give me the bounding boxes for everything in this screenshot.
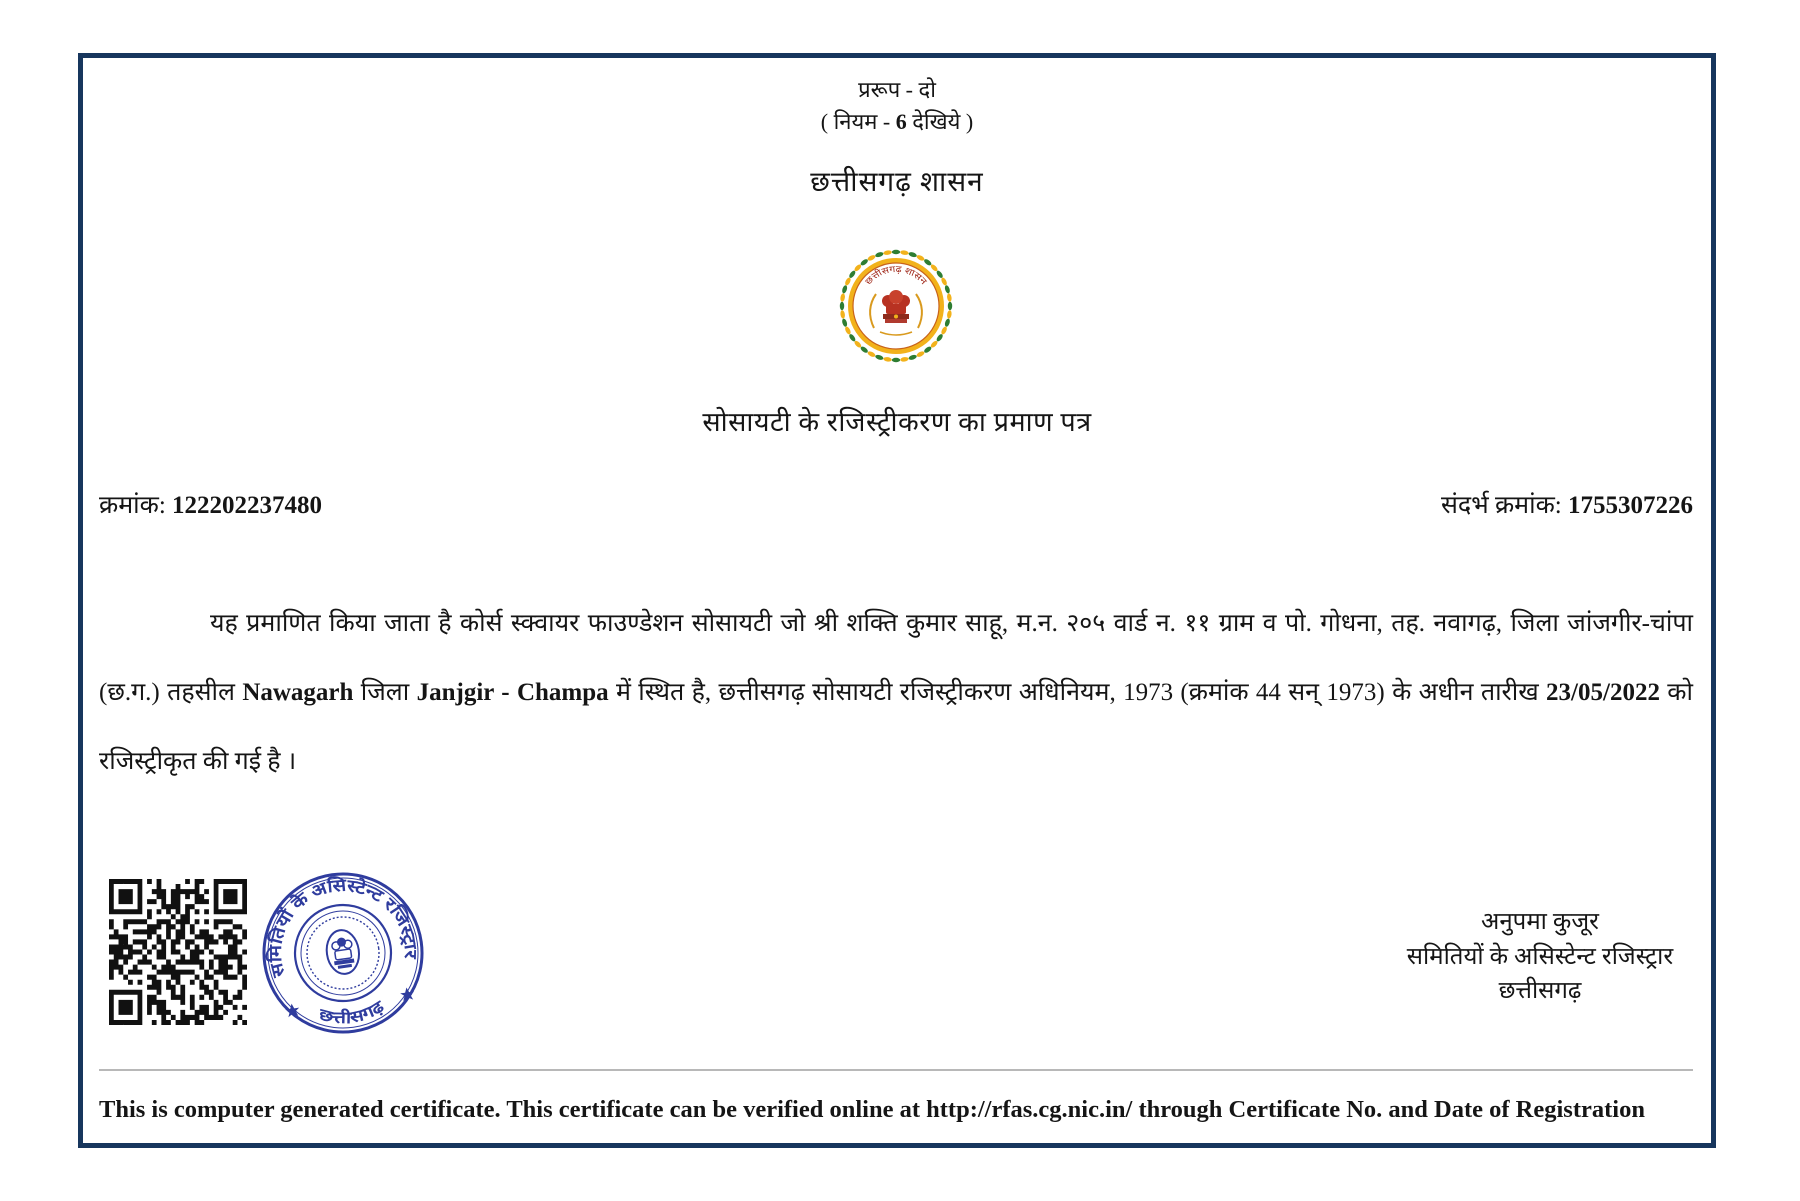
emblem-leaf [867,350,876,358]
emblem-leaf [940,326,948,335]
certificate-number [99,491,322,521]
emblem-leaf [948,302,952,310]
seal-bottom-text [314,997,390,1032]
emblem-leaf [916,350,925,358]
seal-dotted-ring [302,912,383,993]
rule-reference-open: ( नियम - [820,109,896,134]
signatory-state: छत्तीसगढ़ [1498,978,1582,1004]
certificate-body [99,589,1693,796]
verification-note: This is computer generated certificate. This certificate can be verified online at http://rfas.cg.nic.in/ through Certificate No. and Date of Registration [99,1096,1645,1123]
emblem-leaf [947,310,953,319]
qr-code-icon [109,879,247,1025]
emblem-leaf [875,251,884,258]
reference-number-value: 1755307226 [1568,492,1693,519]
rule-reference-number: 6 [895,109,907,134]
emblem-leaf [892,358,900,362]
emblem-ring-text-path: छत्तीसगढ़ शासन [863,263,929,287]
reference-number [1441,491,1693,521]
emblem-leaf [908,354,917,361]
tehsil-name: Nawagarh [242,679,354,706]
emblem-leaf [844,277,852,286]
chhattisgarh-emblem-icon [836,246,956,366]
rule-reference-close: देखिये ) [906,109,974,134]
certificate-title: सोसायटी के रजिस्ट्रीकरण का प्रमाण पत्र [702,407,1092,437]
signatory-block [1380,905,1700,1009]
rule-reference [78,108,1716,136]
emblem-leaf [900,357,909,363]
seal-top-text-path: समितियों के असिस्टेन्ट रजिस्ट्रार [265,875,421,980]
emblem-leaf [892,250,900,254]
seal-inner-ring [289,899,397,1007]
emblem-leaf [867,254,876,262]
emblem-leaf [840,293,846,302]
seal-lion-capital-icon [324,928,362,976]
registration-date: 23/05/2022 [1546,679,1660,706]
emblem-leaf [840,302,844,310]
signatory-designation: समितियों के असिस्टेन्ट रजिस्ट्रार [1406,943,1674,970]
emblem-leaf [908,251,917,258]
body-text-act: में स्थित है, छत्तीसगढ़ सोसायटी रजिस्ट्रीकरण अधिनियम, 1973 (क्रमांक 44 सन् 1973) के अधीन तारीख [608,679,1547,706]
government-heading: छत्तीसगढ़ शासन [810,167,984,198]
footer-divider [99,1069,1693,1071]
emblem-leaf [875,354,884,361]
emblem-leaf [841,285,848,294]
emblem-leaf [841,318,848,327]
emblem-leaf [840,310,846,319]
registrar-seal-icon [247,857,439,1049]
body-text-intro: यह प्रमाणित किया जाता है कोर्स स्क्वायर फाउण्डेशन सोसायटी जो श्री शक्ति कुमार साहू, म.न. २०५ वार्ड न. ११ ग्राम व पो. गोधना, तह. नवागढ़, जिला जांजगीर-चांपा (छ.ग.) तहसील [99,610,1693,706]
emblem-leaf [944,318,951,327]
emblem-leaf [944,285,951,294]
emblem-leaf [916,254,925,262]
certificate-number-label: क्रमांक: [99,492,173,519]
body-text-district-label: जिला [353,679,417,706]
emblem-leaf [947,293,953,302]
emblem-leaf [883,357,892,363]
form-label: प्ररूप - दो [858,77,936,102]
emblem-leaf [940,277,948,286]
reference-number-label: संदर्भ क्रमांक: [1440,492,1568,519]
emblem-leaf [844,326,852,335]
district-name: Janjgir - Champa [416,679,609,706]
certificate-number-value: 122202237480 [172,492,323,519]
emblem-leaf [883,250,892,256]
emblem-leaf [900,250,909,256]
seal-bottom-text-path: छत्तीसगढ़ [317,999,386,1028]
signatory-name: अनुपमा कुजूर [1481,909,1599,935]
body-text-closing: को रजिस्ट्रीकृत की गई है । [99,679,1693,775]
